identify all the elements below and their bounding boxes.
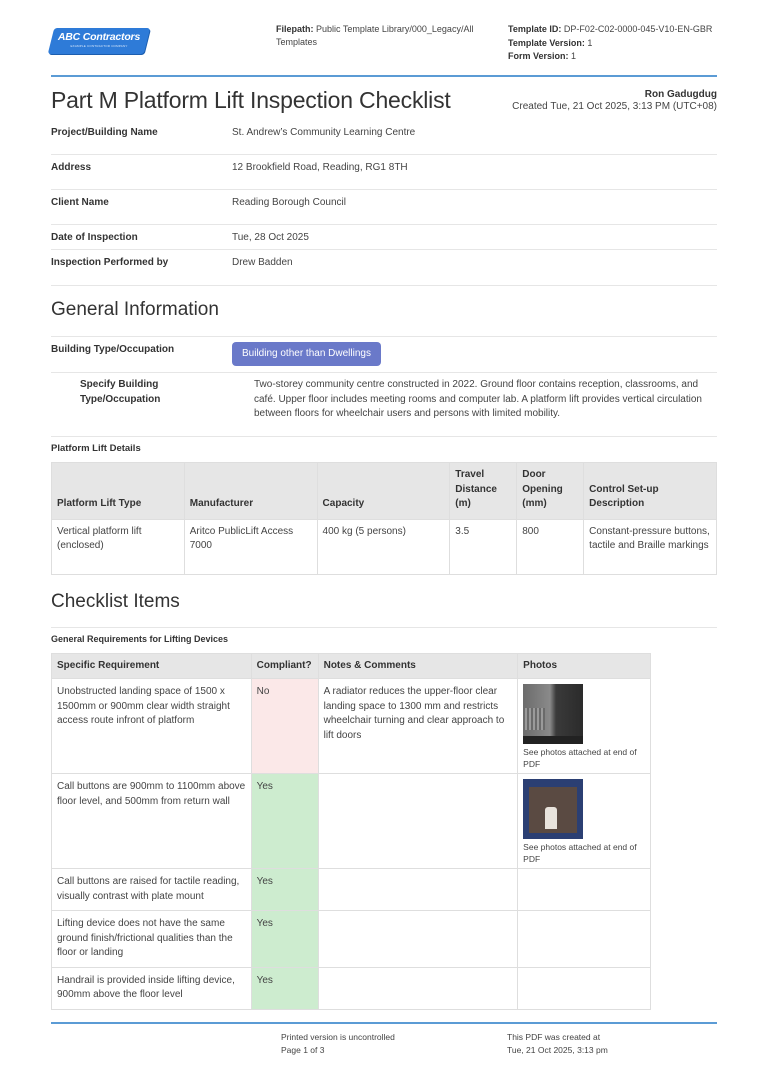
info-label: Address	[51, 162, 92, 173]
logo-name: ABC Contractors	[57, 31, 141, 43]
photo-caption: See photos attached at end of PDF	[523, 842, 637, 864]
table-cell: 400 kg (5 persons)	[317, 519, 450, 574]
section-title-general: General Information	[51, 299, 219, 320]
page-header	[51, 20, 717, 76]
row-divider	[51, 436, 717, 437]
header-divider	[51, 75, 717, 77]
template-id-value: DP-F02-C02-0000-045-V10-EN-GBR	[563, 24, 713, 34]
photo-thumbnail-lift[interactable]	[523, 779, 583, 839]
requirement-cell: Handrail is provided inside lifting device, 900mm above the floor level	[52, 967, 252, 1009]
info-label: Project/Building Name	[51, 127, 158, 138]
table-row	[52, 911, 651, 968]
company-logo	[51, 28, 147, 54]
info-row-address	[51, 155, 717, 190]
template-id-label: Template ID:	[508, 24, 562, 34]
table-cell: Aritco PublicLift Access 7000	[184, 519, 317, 574]
table-cell: 3.5	[450, 519, 517, 574]
table-row	[52, 519, 717, 574]
info-row-inspector	[51, 250, 717, 286]
column-header: Capacity	[317, 463, 450, 520]
requirement-cell: Unobstructed landing space of 1500 x 1500mm or 900mm clear width straight access route infront of platform	[52, 679, 252, 774]
photos-cell	[518, 967, 651, 1009]
template-version-label: Template Version:	[508, 37, 585, 48]
table-row	[52, 679, 651, 774]
template-info	[508, 23, 723, 64]
author-name: Ron Gadugdug	[644, 89, 717, 100]
form-version-value: 1	[571, 51, 577, 61]
column-header: Door Opening (mm)	[517, 463, 584, 520]
compliant-cell: Yes	[251, 967, 318, 1009]
table-cell: 800	[517, 519, 584, 574]
specify-building-label: Specify Building Type/Occupation	[80, 379, 161, 405]
photo-caption: See photos attached at end of PDF	[523, 747, 637, 769]
table-cell: Constant-pressure buttons, tactile and Braille markings	[584, 519, 717, 574]
requirement-cell: Call buttons are raised for tactile reading, visually contrast with plate mount	[52, 869, 252, 911]
specify-building-value: Two-storey community centre constructed in 2022. Ground floor contains reception, classrooms, and café. Upper floor includes meeting rooms and computer lab. A platform lift provides vertical circulation between floors for wheelchair users and persons with limited mobility.	[254, 379, 702, 419]
table-row	[52, 774, 651, 869]
section-divider	[51, 336, 717, 337]
notes-cell	[318, 869, 518, 911]
info-value: St. Andrew’s Community Learning Centre	[232, 127, 416, 138]
filepath-info	[276, 23, 486, 49]
pdf-created-label: This PDF was created at	[507, 1032, 601, 1042]
column-header: Travel Distance (m)	[450, 463, 517, 520]
info-value: 12 Brookfield Road, Reading, RG1 8TH	[232, 162, 408, 173]
photos-cell	[518, 869, 651, 911]
column-header: Control Set-up Description	[584, 463, 717, 520]
footer-divider	[51, 1022, 717, 1024]
building-type-badge: Building other than Dwellings	[232, 342, 381, 366]
photos-cell	[518, 679, 651, 774]
lift-details-table	[51, 462, 717, 575]
column-header: Manufacturer	[184, 463, 317, 520]
row-divider	[51, 372, 717, 373]
requirement-cell: Lifting device does not have the same ground finish/frictional qualities than the floor or landing	[52, 911, 252, 968]
checklist-table	[51, 653, 651, 1010]
table-cell: Vertical platform lift (enclosed)	[52, 519, 185, 574]
uncontrolled-notice: Printed version is uncontrolled	[281, 1032, 395, 1042]
footer-right	[507, 1031, 608, 1057]
info-label: Client Name	[51, 197, 109, 208]
info-label: Inspection Performed by	[51, 257, 169, 268]
logo-tagline: EXAMPLE CONTRACTOR COMPANY	[70, 44, 128, 48]
info-row-date	[51, 225, 717, 250]
filepath-value: Public Template Library/000_Legacy/All Templates	[276, 24, 474, 47]
page-title: Part M Platform Lift Inspection Checklist	[51, 87, 451, 113]
compliant-cell: Yes	[251, 774, 318, 869]
form-version-label: Form Version:	[508, 51, 569, 61]
photo-thumbnail-radiator[interactable]	[523, 684, 583, 744]
page-number: Page 1 of 3	[281, 1045, 325, 1055]
checklist-subheading: General Requirements for Lifting Devices	[51, 634, 229, 644]
table-row	[52, 967, 651, 1009]
column-header: Photos	[518, 654, 651, 679]
photos-cell	[518, 774, 651, 869]
notes-cell	[318, 911, 518, 968]
info-row-client	[51, 190, 717, 225]
requirement-cell: Call buttons are 900mm to 1100mm above floor level, and 500mm from return wall	[52, 774, 252, 869]
info-value: Drew Badden	[232, 257, 293, 268]
notes-cell	[318, 774, 518, 869]
template-version-value: 1	[587, 37, 593, 48]
building-type-label: Building Type/Occupation	[51, 344, 175, 355]
column-header: Notes & Comments	[318, 654, 518, 679]
lift-details-heading: Platform Lift Details	[51, 443, 141, 454]
table-row	[52, 869, 651, 911]
column-header: Platform Lift Type	[52, 463, 185, 520]
pdf-created-timestamp: Tue, 21 Oct 2025, 3:13 pm	[507, 1045, 608, 1055]
column-header: Compliant?	[251, 654, 318, 679]
info-value: Tue, 28 Oct 2025	[232, 232, 309, 243]
notes-cell	[318, 967, 518, 1009]
section-divider	[51, 627, 717, 628]
footer-left	[281, 1031, 395, 1057]
info-label: Date of Inspection	[51, 232, 138, 243]
photos-cell	[518, 911, 651, 968]
section-title-checklist: Checklist Items	[51, 591, 180, 612]
notes-cell: A radiator reduces the upper-floor clear landing space to 1300 mm and restricts wheelchair turning and clear approach to lift doors	[318, 679, 518, 774]
table-header-row	[52, 654, 651, 679]
filepath-label: Filepath:	[276, 24, 314, 34]
column-header: Specific Requirement	[52, 654, 252, 679]
created-timestamp: Created Tue, 21 Oct 2025, 3:13 PM (UTC+08)	[512, 101, 717, 112]
author-block	[512, 89, 717, 113]
compliant-cell: Yes	[251, 869, 318, 911]
compliant-cell: Yes	[251, 911, 318, 968]
compliant-cell: No	[251, 679, 318, 774]
info-value: Reading Borough Council	[232, 197, 346, 208]
table-header-row	[52, 463, 717, 520]
info-row-project	[51, 124, 717, 155]
